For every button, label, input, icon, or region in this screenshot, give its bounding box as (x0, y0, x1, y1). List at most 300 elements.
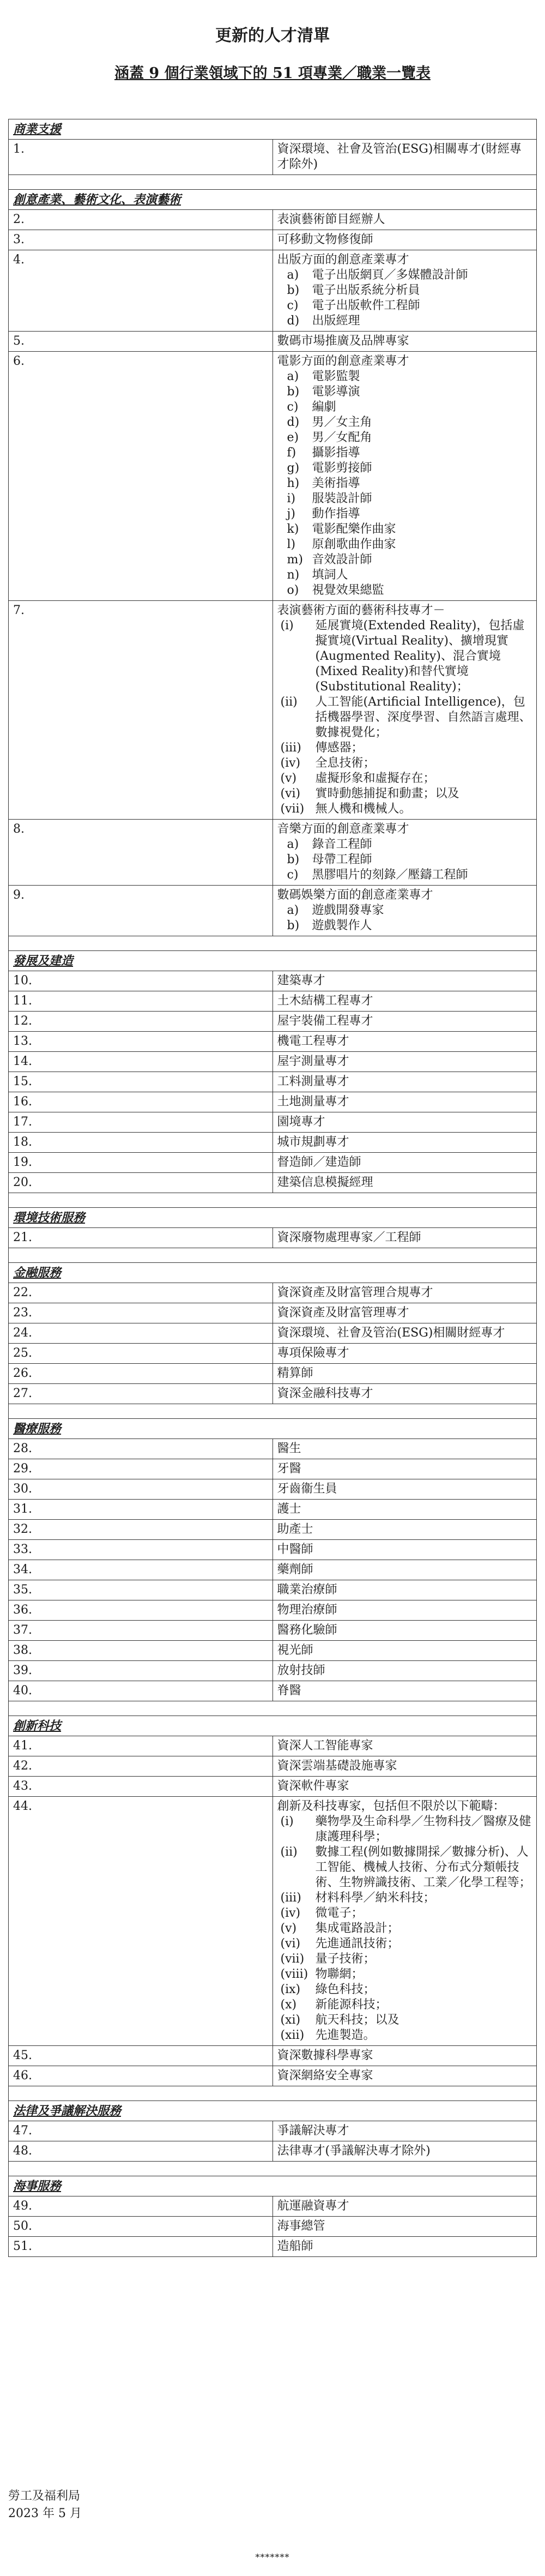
category-heading: 商業支援 (9, 119, 537, 140)
sub-item-text: 虛擬形象和虛擬存在； (315, 772, 435, 785)
item-text: 資深廢物處理專家／工程師 (277, 1231, 421, 1244)
item-cell (272, 2121, 537, 2141)
item-cell (272, 971, 537, 991)
sub-item-label: (ix) (280, 1983, 301, 1996)
item-cell (272, 1777, 537, 1797)
sub-item-label: b) (287, 919, 300, 932)
item-number: 23. (9, 1303, 273, 1323)
table-row (9, 1052, 537, 1072)
item-text: 放射技師 (277, 1664, 325, 1677)
sub-item-text: 填詞人 (312, 568, 348, 582)
sub-item (277, 1845, 532, 1891)
sub-item (277, 430, 532, 446)
end-mark: ******* (255, 2552, 290, 2562)
sub-item (277, 298, 532, 314)
item-text: 數碼娛樂方面的創意產業專才 (277, 888, 433, 902)
item-text: 職業治療師 (277, 1583, 337, 1597)
item-text: 數碼市場推廣及品牌專家 (277, 334, 409, 348)
sub-item (277, 1891, 532, 1906)
item-number: 2. (9, 210, 273, 230)
page-title: 更新的人才清單 (215, 26, 330, 45)
item-cell (272, 601, 537, 820)
category-row (9, 2101, 537, 2121)
sub-item-label: a) (287, 268, 299, 282)
table-row (9, 1344, 537, 1364)
sub-item (277, 522, 532, 537)
sub-item-label: (xi) (280, 2013, 301, 2027)
item-text: 資深數據科學專家 (277, 2049, 373, 2062)
sub-item-text: 延展實境(Extended Reality)，包括虛擬實境(Virtual Reality)、擴增現實(Augmented Reality)、混合實境(Mixed Reality)和替代實境(Substitutional Reality)； (315, 619, 525, 694)
item-cell (272, 1384, 537, 1404)
sub-item (277, 786, 532, 802)
item-number: 31. (9, 1500, 273, 1520)
table-row (9, 1283, 537, 1303)
item-cell (272, 1681, 537, 1701)
item-number: 35. (9, 1580, 273, 1600)
item-text: 創新及科技專家，包括但不限於以下範疇： (277, 1799, 505, 1813)
item-number: 17. (9, 1112, 273, 1133)
item-number: 25. (9, 1344, 273, 1364)
sub-item-label: (iv) (280, 1906, 301, 1920)
item-text: 資深環境、社會及管治(ESG)相關財經專才 (277, 1326, 505, 1340)
category-heading: 醫療服務 (9, 1419, 537, 1439)
table-row (9, 2237, 537, 2257)
category-row (9, 1419, 537, 1439)
sub-item-label: l) (287, 538, 296, 551)
table-row (9, 820, 537, 886)
sub-item-text: 電影導演 (312, 385, 360, 399)
item-number: 33. (9, 1540, 273, 1560)
table-row (9, 1797, 537, 2046)
item-cell (272, 1641, 537, 1661)
item-cell (272, 1560, 537, 1580)
table-row (9, 1600, 537, 1621)
table-row (9, 1153, 537, 1173)
sub-item-text: 男／女主角 (312, 416, 372, 429)
table-row (9, 1560, 537, 1580)
item-cell (272, 140, 537, 175)
item-text: 爭議解決專才 (277, 2124, 349, 2138)
item-cell (272, 1459, 537, 1479)
item-text: 資深環境、社會及管治(ESG)相關專才(財經專才除外) (277, 142, 522, 171)
item-number: 19. (9, 1153, 273, 1173)
sub-item-text: 編劇 (312, 400, 336, 414)
category-row (9, 2176, 537, 2196)
sub-item (277, 491, 532, 507)
item-number: 32. (9, 1520, 273, 1540)
sub-item-text: 錄音工程師 (312, 838, 372, 851)
sub-item-label: (v) (280, 1922, 297, 1935)
sub-item (277, 1997, 532, 2013)
item-text: 牙醫 (277, 1462, 301, 1476)
sub-item-text: 遊戲製作人 (312, 919, 372, 932)
table-row (9, 1736, 537, 1756)
section-spacer (9, 1701, 537, 1716)
sub-item-text: 電影監製 (312, 370, 360, 383)
item-number: 28. (9, 1439, 273, 1459)
item-text: 專項保險專才 (277, 1346, 349, 1360)
item-cell (272, 1364, 537, 1384)
category-row (9, 1716, 537, 1736)
item-cell (272, 1133, 537, 1153)
item-text: 牙齒衞生員 (277, 1482, 337, 1496)
sub-item (277, 837, 532, 852)
item-cell (272, 1661, 537, 1681)
table-row (9, 1133, 537, 1153)
sub-item-text: 電子出版軟件工程師 (312, 299, 420, 312)
sub-item-text: 人工智能(Artificial Intelligence)，包括機器學習、深度學習、自然語言處理、數據視覺化； (315, 695, 531, 739)
item-number: 10. (9, 971, 273, 991)
item-text: 資深軟件專家 (277, 1779, 349, 1793)
item-cell (272, 1439, 537, 1459)
sub-item (277, 756, 532, 771)
section-spacer (9, 1193, 537, 1208)
item-number: 43. (9, 1777, 273, 1797)
sub-item-text: 攝影指導 (312, 446, 360, 460)
sub-item-label: a) (287, 904, 299, 917)
sub-item-text: 先進製造。 (315, 2029, 376, 2042)
table-row (9, 2196, 537, 2217)
item-text: 醫生 (277, 1442, 301, 1455)
sub-item (277, 852, 532, 868)
item-text: 資深人工智能專家 (277, 1739, 373, 1753)
table-row (9, 1479, 537, 1500)
page-subtitle: 涵蓋 9 個行業領域下的 51 項專業／職業一覽表 (114, 65, 431, 82)
talent-list-table (8, 119, 537, 2257)
sub-item (277, 537, 532, 552)
sub-item-label: (iii) (280, 741, 301, 755)
item-cell (272, 1012, 537, 1032)
item-number: 27. (9, 1384, 273, 1404)
item-cell (272, 1736, 537, 1756)
sub-item-label: (v) (280, 772, 297, 785)
table-row (9, 1641, 537, 1661)
sub-item-label: f) (287, 446, 296, 460)
sub-item-text: 電影剪接師 (312, 461, 372, 475)
sub-item-label: (vi) (280, 787, 301, 801)
footer-date: 2023 年 5 月 (8, 2507, 82, 2520)
table-row (9, 2141, 537, 2162)
sub-item-label: o) (287, 583, 299, 597)
sub-item (277, 2028, 532, 2043)
sub-item-text: 材料科學／納米科技； (315, 1891, 435, 1905)
sub-item-label: h) (287, 477, 300, 490)
item-number: 22. (9, 1283, 273, 1303)
item-cell (272, 210, 537, 230)
sub-item-text: 綠色科技； (315, 1983, 376, 1996)
item-cell (272, 1173, 537, 1193)
item-cell (272, 820, 537, 886)
sub-item-text: 電子出版網頁／多媒體設計師 (312, 268, 468, 282)
sub-item-text: 母帶工程師 (312, 853, 372, 866)
category-heading: 海事服務 (9, 2176, 537, 2196)
table-row (9, 886, 537, 936)
sub-item (277, 1967, 532, 1982)
item-text: 資深金融科技專才 (277, 1387, 373, 1400)
category-row (9, 951, 537, 971)
sub-item (277, 369, 532, 384)
spacer-cell (9, 1248, 537, 1263)
item-cell (272, 1092, 537, 1112)
item-number: 39. (9, 1661, 273, 1681)
item-text: 醫務化驗師 (277, 1623, 337, 1637)
item-text: 建築專才 (277, 974, 325, 988)
sub-item (277, 1906, 532, 1921)
table-row (9, 210, 537, 230)
item-text: 法律專才(爭議解決專才除外) (277, 2144, 431, 2158)
sub-item (277, 461, 532, 476)
item-number: 37. (9, 1621, 273, 1641)
sub-item-label: b) (287, 284, 300, 297)
section-spacer (9, 1248, 537, 1263)
spacer-cell (9, 2162, 537, 2176)
table-row (9, 1756, 537, 1777)
sub-item-text: 量子技術； (315, 1952, 376, 1966)
item-text: 工料測量專才 (277, 1075, 349, 1088)
item-text: 中醫師 (277, 1543, 313, 1556)
table-row (9, 971, 537, 991)
sub-item (277, 446, 532, 461)
item-cell (272, 230, 537, 250)
item-text: 物理治療師 (277, 1603, 337, 1617)
spacer-cell (9, 1701, 537, 1716)
item-number: 29. (9, 1459, 273, 1479)
category-heading: 法律及爭議解決服務 (9, 2101, 537, 2121)
table-row (9, 250, 537, 332)
sub-item-label: (vi) (280, 1937, 301, 1951)
sub-item (277, 903, 532, 918)
table-row (9, 1459, 537, 1479)
item-cell (272, 1797, 537, 2046)
item-cell (272, 991, 537, 1012)
item-number: 38. (9, 1641, 273, 1661)
item-number: 51. (9, 2237, 273, 2257)
sub-item-label: d) (287, 314, 300, 328)
sub-item-text: 先進通訊技術； (315, 1937, 399, 1951)
sub-item-label: (iv) (280, 756, 301, 770)
section-spacer (9, 936, 537, 951)
table-row (9, 230, 537, 250)
item-number: 11. (9, 991, 273, 1012)
section-spacer (9, 175, 537, 190)
sub-item-label: (vii) (280, 802, 305, 816)
sub-item-label: (ii) (280, 695, 298, 709)
section-spacer (9, 1404, 537, 1419)
item-text: 藥劑師 (277, 1563, 313, 1576)
sub-item-text: 音效設計師 (312, 553, 372, 567)
table-row (9, 1777, 537, 1797)
sub-item-label: g) (287, 461, 300, 475)
section-spacer (9, 2086, 537, 2101)
item-number: 47. (9, 2121, 273, 2141)
category-heading: 金融服務 (9, 1263, 537, 1283)
item-text: 出版方面的創意產業專才 (277, 253, 409, 267)
item-text: 脊醫 (277, 1684, 301, 1698)
sub-item (277, 918, 532, 934)
item-number: 42. (9, 1756, 273, 1777)
sub-item (277, 507, 532, 522)
sub-item (277, 384, 532, 400)
item-number: 20. (9, 1173, 273, 1193)
sub-item (277, 1936, 532, 1952)
item-number: 49. (9, 2196, 273, 2217)
sub-item (277, 283, 532, 298)
sub-item-text: 實時動態捕捉和動畫；以及 (315, 787, 459, 801)
table-row (9, 1112, 537, 1133)
category-row (9, 190, 537, 210)
table-row (9, 2066, 537, 2086)
item-cell (272, 1032, 537, 1052)
table-row (9, 352, 537, 601)
table-row (9, 1092, 537, 1112)
sub-item-text: 黑膠唱片的刻錄／壓鑄工程師 (312, 868, 468, 882)
item-text: 護士 (277, 1502, 301, 1516)
item-number: 6. (9, 352, 273, 601)
table-row (9, 601, 537, 820)
sub-item (277, 568, 532, 583)
table-row (9, 1681, 537, 1701)
item-number: 5. (9, 332, 273, 352)
item-number: 41. (9, 1736, 273, 1756)
sub-item-text: 動作指導 (312, 507, 360, 521)
item-number: 24. (9, 1323, 273, 1344)
spacer-cell (9, 1404, 537, 1419)
table-row (9, 1500, 537, 1520)
item-text: 土木結構工程專才 (277, 994, 373, 1008)
sub-item-label: (iii) (280, 1891, 301, 1905)
category-heading: 發展及建造 (9, 951, 537, 971)
table-row (9, 1032, 537, 1052)
item-text: 資深雲端基礎設施專家 (277, 1759, 397, 1773)
sub-item-text: 集成電路設計； (315, 1922, 399, 1935)
item-number: 48. (9, 2141, 273, 2162)
sub-item (277, 771, 532, 786)
sub-item (277, 314, 532, 329)
table-row (9, 2046, 537, 2066)
sub-item-label: c) (287, 299, 299, 312)
item-number: 40. (9, 1681, 273, 1701)
sub-item-text: 全息技術； (315, 756, 376, 770)
item-number: 21. (9, 1228, 273, 1248)
sub-item-label: (viii) (280, 1967, 308, 1981)
sub-item-text: 無人機和機械人。 (315, 802, 411, 816)
sub-item (277, 868, 532, 883)
item-number: 3. (9, 230, 273, 250)
sub-item-label: (vii) (280, 1952, 305, 1966)
item-text: 督造師／建造師 (277, 1155, 361, 1169)
item-number: 46. (9, 2066, 273, 2086)
item-text: 助產士 (277, 1522, 313, 1536)
item-text: 機電工程專才 (277, 1034, 349, 1048)
item-text: 屋宇測量專才 (277, 1055, 349, 1068)
sub-item-text: 出版經理 (312, 314, 360, 328)
sub-item-label: e) (287, 431, 299, 444)
item-text: 土地測量專才 (277, 1095, 349, 1109)
sub-item (277, 695, 532, 741)
sub-item-label: c) (287, 868, 299, 882)
sub-item-text: 電影配樂作曲家 (312, 522, 396, 536)
item-text: 資深資產及財富管理合規專才 (277, 1286, 433, 1299)
item-text: 音樂方面的創意產業專才 (277, 822, 409, 836)
item-text: 可移動文物修復師 (277, 233, 373, 246)
item-text: 精算師 (277, 1367, 313, 1380)
table-row (9, 1303, 537, 1323)
sub-item (277, 802, 532, 817)
sub-item-text: 視覺效果總監 (312, 583, 384, 597)
sub-item-label: m) (287, 553, 303, 567)
sub-item-text: 傳感器； (315, 741, 364, 755)
item-cell (272, 1228, 537, 1248)
item-number: 30. (9, 1479, 273, 1500)
item-number: 1. (9, 140, 273, 175)
table-row (9, 1012, 537, 1032)
table-row (9, 991, 537, 1012)
sub-item-label: a) (287, 370, 299, 383)
item-number: 12. (9, 1012, 273, 1032)
item-number: 45. (9, 2046, 273, 2066)
item-number: 9. (9, 886, 273, 936)
item-text: 造船師 (277, 2240, 313, 2253)
sub-item (277, 741, 532, 756)
item-cell (272, 352, 537, 601)
table-row (9, 1439, 537, 1459)
item-cell (272, 1344, 537, 1364)
sub-item-text: 藥物學及生命科學／生物科技／醫療及健康護理科學； (315, 1815, 531, 1844)
sub-item-text: 航天科技；以及 (315, 2013, 399, 2027)
sub-item-label: b) (287, 853, 300, 866)
sub-item-label: (i) (280, 1815, 294, 1828)
table-row (9, 1323, 537, 1344)
item-number: 14. (9, 1052, 273, 1072)
item-text: 屋宇裝備工程專才 (277, 1014, 373, 1028)
item-number: 7. (9, 601, 273, 820)
item-cell (272, 1303, 537, 1323)
item-cell (272, 2046, 537, 2066)
item-cell (272, 1479, 537, 1500)
item-cell (272, 886, 537, 936)
sub-item (277, 415, 532, 430)
sub-item-label: n) (287, 568, 300, 582)
sub-item (277, 1814, 532, 1845)
spacer-cell (9, 2086, 537, 2101)
item-text: 海事總管 (277, 2219, 325, 2233)
sub-item-label: (x) (280, 1998, 297, 2012)
item-number: 26. (9, 1364, 273, 1384)
item-cell (272, 1520, 537, 1540)
item-cell (272, 1112, 537, 1133)
sub-item-text: 微電子； (315, 1906, 364, 1920)
item-cell (272, 1052, 537, 1072)
table-row (9, 1661, 537, 1681)
item-cell (272, 1072, 537, 1092)
sub-item-text: 新能源科技； (315, 1998, 387, 2012)
item-number: 8. (9, 820, 273, 886)
sub-item-label: (ii) (280, 1845, 298, 1859)
item-number: 16. (9, 1092, 273, 1112)
sub-item-label: d) (287, 416, 300, 429)
item-cell (272, 1621, 537, 1641)
item-cell (272, 250, 537, 332)
item-cell (272, 2237, 537, 2257)
sub-item (277, 268, 532, 283)
sub-item-text: 男／女配角 (312, 431, 372, 444)
sub-item (277, 2013, 532, 2028)
item-number: 15. (9, 1072, 273, 1092)
spacer-cell (9, 936, 537, 951)
table-row (9, 1520, 537, 1540)
item-cell (272, 1283, 537, 1303)
table-row (9, 1228, 537, 1248)
